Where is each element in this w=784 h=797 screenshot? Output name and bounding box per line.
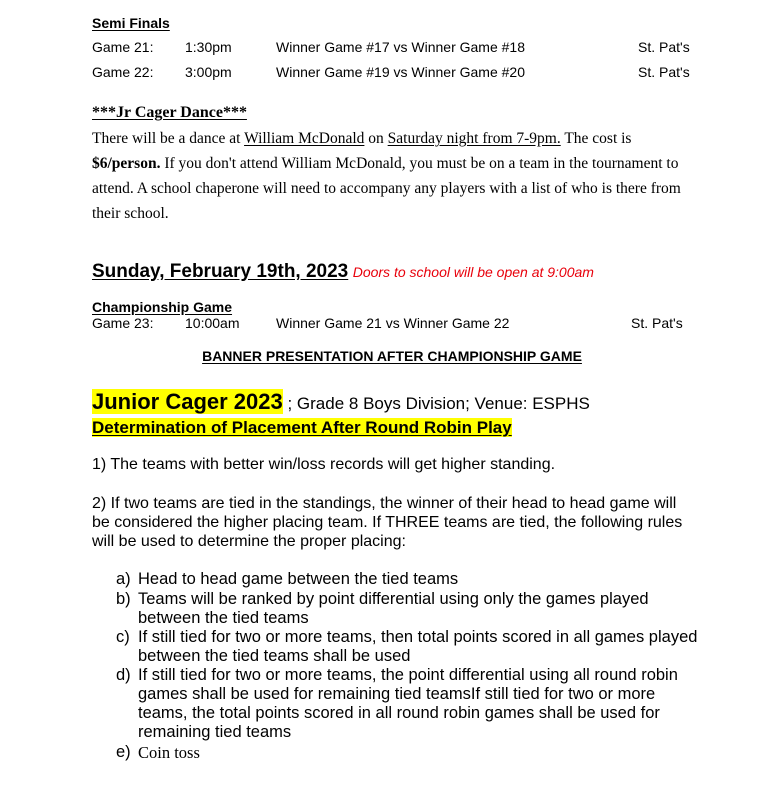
game-21-label: Game 21: (92, 39, 154, 55)
game-23-label: Game 23: (92, 315, 154, 331)
game-22-venue: St. Pat's (638, 64, 690, 80)
rule-2: 2) If two teams are tied in the standings, the winner of their head to head game will be considered the higher placing team. If THREE teams are tied, the following rules will be used to determine the proper placing: (92, 495, 683, 550)
championship-heading: Championship Game (92, 299, 233, 315)
game-21-venue: St. Pat's (638, 39, 690, 55)
game-21-matchup: Winner Game #17 vs Winner Game #18 (276, 39, 525, 55)
game-23-matchup: Winner Game 21 vs Winner Game 22 (276, 315, 510, 331)
placement-title: Junior Cager 2023 (92, 389, 283, 414)
dance-paragraph: There will be a dance at William McDonald on Saturday night from 7-9pm. The cost is $6/person. If you don't attend William McDonald, you must be on a team in the tournament to attend. A school chaperone will need to accompany any players with a list of who is there from their school. (92, 130, 681, 222)
sunday-line (92, 261, 594, 283)
banner-presentation: BANNER PRESENTATION AFTER CHAMPIONSHIP GAME (202, 348, 582, 364)
sunday-date: Sunday, February 19th, 2023 (92, 261, 349, 282)
game-21-time: 1:30pm (185, 39, 232, 55)
semi-finals-heading: Semi Finals (92, 15, 170, 31)
dance-time: Saturday night from 7-9pm. (387, 130, 561, 147)
placement-heading: Determination of Placement After Round Robin Play (92, 418, 512, 437)
game-23-time: 10:00am (185, 315, 240, 331)
game-23-venue: St. Pat's (631, 315, 683, 331)
dance-location: William McDonald (244, 130, 365, 147)
placement-title-line (92, 389, 590, 415)
placement-subtitle: ; Grade 8 Boys Division; Venue: ESPHS (282, 394, 590, 413)
game-22-matchup: Winner Game #19 vs Winner Game #20 (276, 64, 525, 80)
dance-cost: $6/person. (92, 155, 161, 172)
rule-1: 1) The teams with better win/loss records will get higher standing. (92, 456, 556, 473)
doors-note: Doors to school will be open at 9:00am (352, 264, 594, 280)
game-22-time: 3:00pm (185, 64, 232, 80)
dance-heading: ***Jr Cager Dance*** (92, 104, 247, 121)
game-22-label: Game 22: (92, 64, 154, 80)
